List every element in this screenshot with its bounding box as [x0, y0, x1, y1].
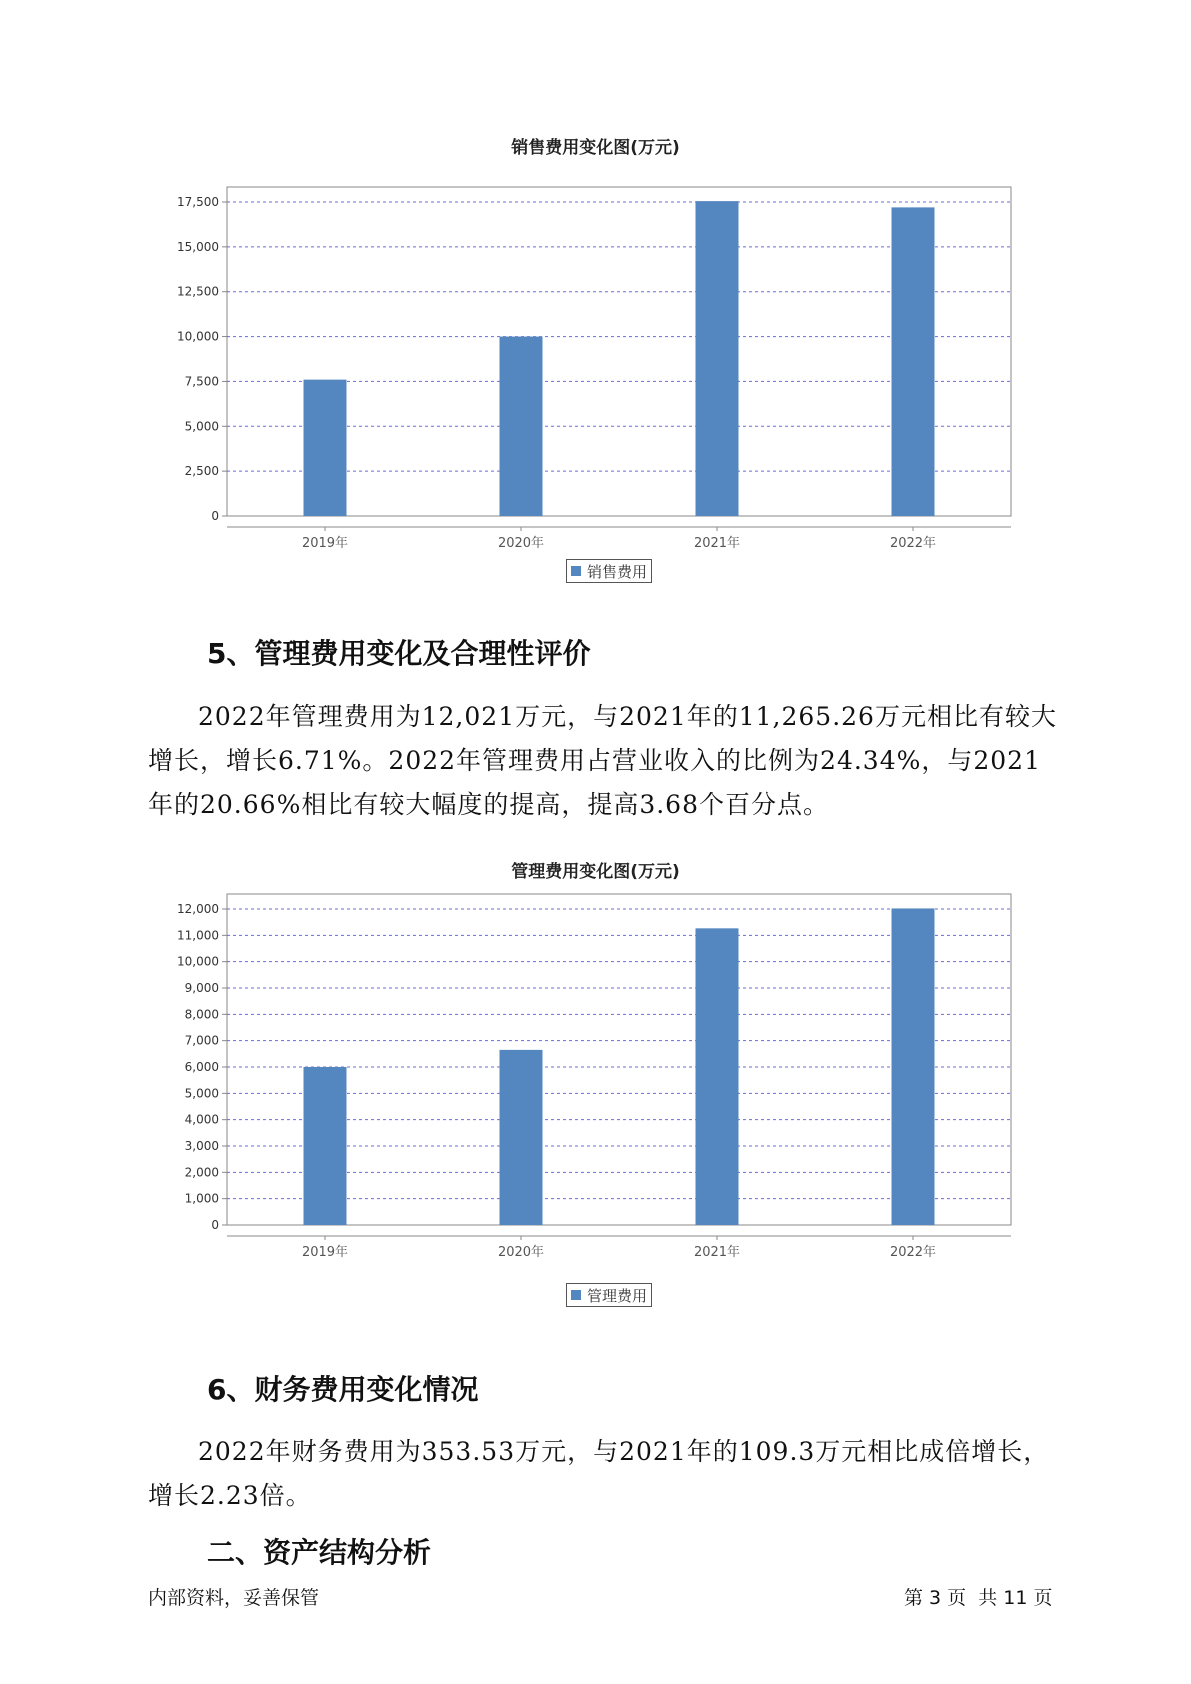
- x-tick-label: 2021年: [693, 536, 741, 551]
- section-5-heading: 5、管理费用变化及合理性评价: [207, 637, 591, 670]
- y-tick-label: 6,000: [184, 1060, 219, 1074]
- y-tick-label: 3,000: [184, 1139, 219, 1153]
- x-tick-label: 2019年: [301, 536, 349, 551]
- y-tick-label: 12,000: [177, 902, 219, 916]
- y-tick-label: 12,500: [177, 284, 219, 299]
- x-tick-label: 2022年: [889, 1245, 937, 1260]
- y-tick-label: 5,000: [184, 419, 219, 434]
- section-6-heading: 6、财务费用变化情况: [207, 1373, 479, 1406]
- x-tick-label: 2021年: [693, 1245, 741, 1260]
- y-tick-label: 5,000: [184, 1086, 219, 1101]
- y-tick-label: 1,000: [184, 1191, 219, 1206]
- y-tick-label: 2,000: [184, 1165, 219, 1180]
- footer-page-number: 第 3 页 共 11 页: [904, 1587, 1053, 1609]
- y-tick-label: 9,000: [184, 981, 219, 995]
- y-tick-label: 0: [211, 509, 219, 523]
- x-tick-label: 2020年: [497, 536, 545, 551]
- legend-swatch-icon: [571, 1290, 581, 1300]
- y-tick-label: 2,500: [184, 464, 219, 479]
- x-tick-label: 2022年: [889, 536, 937, 551]
- bar-2019年: [304, 1067, 347, 1225]
- y-tick-label: 15,000: [177, 239, 219, 254]
- bar-2022年: [892, 908, 935, 1225]
- chart-2-title: 管理费用变化图(万元): [511, 862, 680, 882]
- x-tick-label: 2020年: [497, 1245, 545, 1260]
- y-tick-label: 11,000: [177, 928, 219, 943]
- y-tick-label: 0: [211, 1218, 219, 1232]
- footer-confidential-note: 内部资料，妥善保管: [148, 1587, 320, 1609]
- y-tick-label: 17,500: [177, 195, 219, 209]
- section-6-paragraph: 2022年财务费用为353.53万元，与2021年的109.3万元相比成倍增长，增长2.23倍。: [148, 1437, 1050, 1510]
- chart-1-legend-label: 销售费用: [587, 562, 648, 581]
- bar-2020年: [500, 1050, 543, 1225]
- y-tick-label: 4,000: [184, 1112, 219, 1127]
- y-tick-label: 7,000: [184, 1033, 219, 1048]
- bar-2021年: [696, 928, 739, 1225]
- y-tick-label: 8,000: [184, 1007, 219, 1022]
- y-tick-label: 7,500: [184, 374, 219, 389]
- y-tick-label: 10,000: [177, 954, 219, 969]
- chart-1-title: 销售费用变化图(万元): [511, 138, 680, 158]
- chart-2-legend-label: 管理费用: [587, 1286, 648, 1305]
- chart-2-legend: [566, 1283, 652, 1307]
- y-tick-label: 10,000: [177, 329, 219, 344]
- section-2-heading: 二、资产结构分析: [207, 1536, 432, 1569]
- x-tick-label: 2019年: [301, 1245, 349, 1260]
- section-5-paragraph: 2022年管理费用为12,021万元，与2021年的11,265.26万元相比有较大增长，增长6.71%。2022年管理费用占营业收入的比例为24.34%，与2021年的20.66%相比有较大幅度的提高，提高3.68个百分点。: [148, 702, 1057, 819]
